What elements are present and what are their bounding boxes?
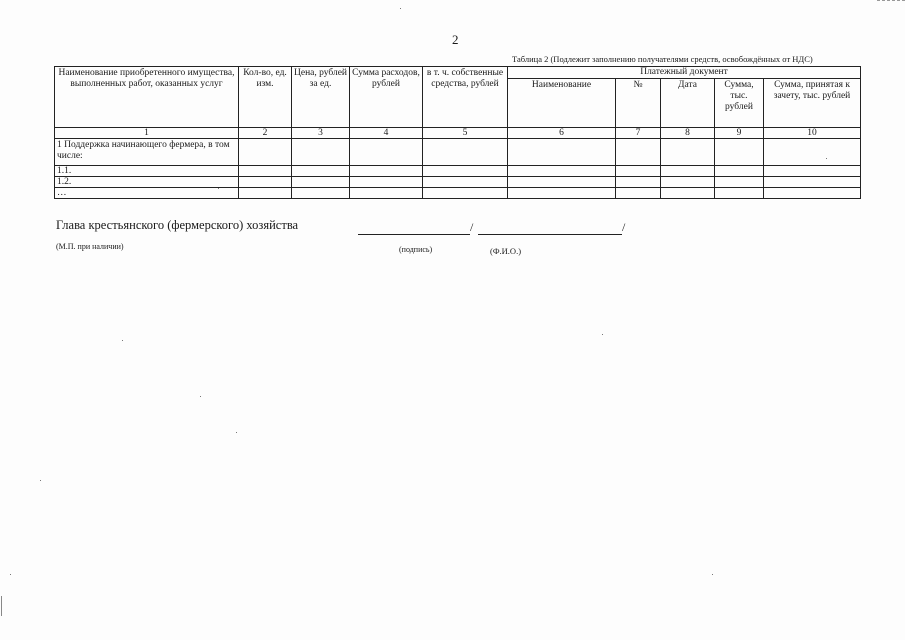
table-cell [423, 177, 508, 188]
header-expense-sum: Сумма расходов, рублей [350, 67, 423, 128]
table-row [55, 177, 861, 188]
table-cell [764, 188, 861, 199]
header-item-name: Наименование приобретенного имущества, выполненных работ, оказанных услуг [55, 67, 239, 128]
table-row [55, 188, 861, 199]
table-cell [350, 188, 423, 199]
page-number: 2 [452, 32, 459, 47]
column-number: 5 [423, 128, 508, 139]
full-name-caption: (Ф.И.О.) [490, 246, 522, 256]
table-cell [661, 166, 715, 177]
table-cell [350, 177, 423, 188]
column-number: 7 [616, 128, 661, 139]
table-cell [292, 188, 350, 199]
full-name-line [478, 224, 622, 235]
scan-speck [826, 158, 827, 159]
table-cell [239, 166, 292, 177]
expense-report-table [54, 66, 861, 199]
table-cell [616, 188, 661, 199]
table-cell [616, 166, 661, 177]
table-cell [661, 177, 715, 188]
table-cell [661, 188, 715, 199]
table-cell [350, 139, 423, 166]
header-own-funds: в т. ч. собственные средства, рублей [423, 67, 508, 128]
column-number: 4 [350, 128, 423, 139]
table-cell [292, 166, 350, 177]
header-quantity: Кол-во, ед. изм. [239, 67, 292, 128]
table-cell [715, 139, 764, 166]
column-number: 3 [292, 128, 350, 139]
row-label: 1.2. [55, 177, 239, 188]
table-cell [508, 188, 616, 199]
header-accepted-sum: Сумма, принятая к зачету, тыс. рублей [764, 79, 861, 128]
column-number: 1 [55, 128, 239, 139]
row-label: 1 Поддержка начинающего фермера, в том числе: [55, 139, 239, 166]
scan-speck [40, 480, 41, 481]
table-cell [423, 166, 508, 177]
scan-speck [10, 574, 11, 575]
signature-separator: / [470, 220, 474, 234]
table-cell [616, 139, 661, 166]
scan-speck [400, 8, 401, 9]
table-cell [239, 177, 292, 188]
header-payment-document: Платежный документ [508, 67, 861, 79]
scan-speck [602, 334, 603, 335]
table-cell [715, 177, 764, 188]
column-number: 10 [764, 128, 861, 139]
header-doc-name: Наименование [508, 79, 616, 128]
signature-line [358, 224, 470, 235]
table-cell [423, 139, 508, 166]
table-cell [423, 188, 508, 199]
header-doc-sum: Сумма, тыс. рублей [715, 79, 764, 128]
column-number: 9 [715, 128, 764, 139]
scan-edge-mark [1, 596, 2, 616]
full-name-separator: / [622, 220, 626, 234]
table-caption: Таблица 2 (Подлежит заполнению получателями средств, освобождённых от НДС) [512, 54, 813, 64]
header-row-1 [55, 67, 861, 79]
header-doc-date: Дата [661, 79, 715, 128]
table-cell [764, 166, 861, 177]
scan-speck [200, 396, 201, 397]
scan-speck [218, 188, 219, 189]
table-cell [350, 166, 423, 177]
table-cell [239, 139, 292, 166]
scan-speck [236, 432, 237, 433]
head-of-farm-title: Глава крестьянского (фермерского) хозяйства [56, 218, 299, 232]
table-cell [508, 177, 616, 188]
scan-speck [712, 574, 713, 575]
table-cell [239, 188, 292, 199]
table-cell [508, 139, 616, 166]
table-cell [292, 139, 350, 166]
column-number: 2 [239, 128, 292, 139]
table-cell [508, 166, 616, 177]
table-cell [715, 188, 764, 199]
scan-corner-mark [877, 0, 905, 3]
table-cell [616, 177, 661, 188]
table-cell [715, 166, 764, 177]
column-number: 8 [661, 128, 715, 139]
signature-caption: (подпись) [399, 245, 433, 254]
stamp-note: (М.П. при наличии) [56, 242, 124, 251]
table-row [55, 166, 861, 177]
row-label: … [55, 188, 239, 199]
scan-speck [122, 340, 123, 341]
column-number: 6 [508, 128, 616, 139]
header-price: Цена, рублей за ед. [292, 67, 350, 128]
table-cell [292, 177, 350, 188]
table-row [55, 139, 861, 166]
header-doc-number: № [616, 79, 661, 128]
column-number-row [55, 128, 861, 139]
table-cell [764, 139, 861, 166]
row-label: 1.1. [55, 166, 239, 177]
table-cell [764, 177, 861, 188]
table-cell [661, 139, 715, 166]
